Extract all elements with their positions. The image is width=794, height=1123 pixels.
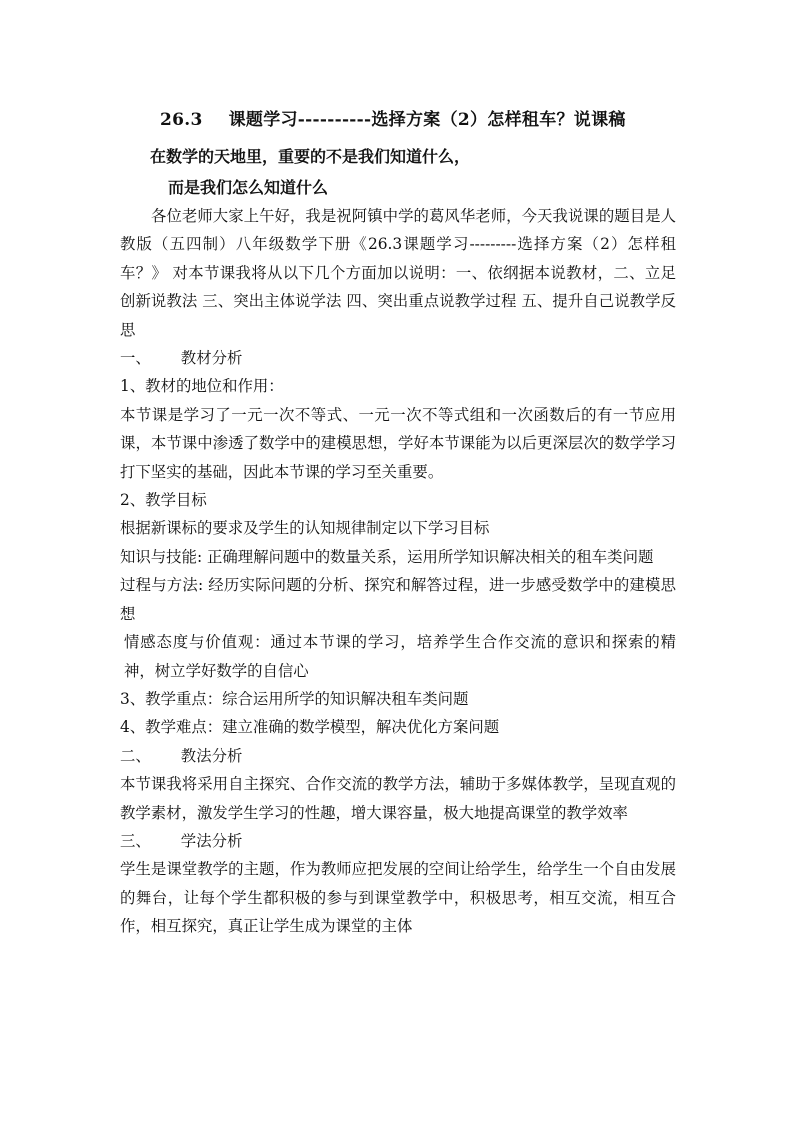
section-3-number: 三、 bbox=[120, 831, 151, 850]
key-point: 3、教学重点：综合运用所学的知识解决租车类问题 bbox=[120, 689, 469, 708]
document-body bbox=[120, 202, 676, 941]
section-1-heading bbox=[120, 344, 676, 372]
goal-attitude: 情感态度与价值观：通过本节课的学习，培养学生合作交流的意识和探索的精神，树立学好数学的自信心 bbox=[124, 633, 676, 680]
goal-knowledge: 知识与技能: 正确理解问题中的数量关系，运用所学知识解决相关的租车类问题 bbox=[120, 547, 654, 566]
goal-process: 过程与方法: 经历实际问题的分析、探究和解答过程，进一步感受数学中的建模思想 bbox=[120, 576, 676, 623]
difficulty-point: 4、教学难点：建立准确的数学模型，解决优化方案问题 bbox=[120, 718, 500, 737]
section-1-sub1-label: 1、教材的地位和作用： bbox=[120, 377, 284, 396]
title-number: 26.3 bbox=[160, 110, 203, 130]
section-1-number: 一、 bbox=[120, 349, 151, 368]
section-2-title: 教法分析 bbox=[180, 746, 243, 765]
document-title bbox=[160, 105, 626, 130]
section-1-title: 教材分析 bbox=[180, 349, 243, 368]
section-3-title: 学法分析 bbox=[180, 831, 243, 850]
motto-line-1: 在数学的天地里，重要的不是我们知道什么， bbox=[150, 147, 471, 166]
section-2-text: 本节课我将采用自主探究、合作交流的教学方法，辅助于多媒体教学，呈现直观的教学素材，激发学生学习的性趣，增大课容量，极大地提高课堂的教学效率 bbox=[120, 775, 676, 822]
section-2-number: 二、 bbox=[120, 746, 151, 765]
section-1-sub1-text: 本节课是学习了一元一次不等式、一元一次不等式组和一次函数后的有一节应用课，本节课中渗透了数学中的建模思想，学好本节课能为以后更深层次的数学学习打下坚实的基础，因此本节课的学习至关重要。 bbox=[120, 405, 676, 481]
section-1-sub2-label: 2、教学目标 bbox=[120, 491, 207, 510]
motto-line-2: 而是我们怎么知道什么 bbox=[168, 178, 329, 197]
section-3-text: 学生是课堂教学的主题，作为教师应把发展的空间让给学生，给学生一个自由发展的舞台，让每个学生都积极的参与到课堂教学中，积极思考，相互交流，相互合作，相互探究，真正让学生成为课堂的主体 bbox=[120, 860, 676, 936]
section-3-heading bbox=[120, 827, 676, 855]
section-2-heading bbox=[120, 742, 676, 770]
title-text: 课题学习----------选择方案（2）怎样租车？说课稿 bbox=[228, 110, 626, 130]
intro-paragraph: 各位老师大家上午好，我是祝阿镇中学的葛风华老师，今天我说课的题目是人教版（五四制）八年级数学下册《26.3课题学习---------选择方案（2）怎样租车？》 对本节课我将从以下几个方面加以说明：一、依纲据本说教材，二、立足创新说教法 三、突出主体说学法 四、突出重点说教学过程 五、提升自己说教学反思 bbox=[120, 207, 676, 339]
section-1-sub2-text: 根据新课标的要求及学生的认知规律制定以下学习目标 bbox=[120, 519, 490, 538]
